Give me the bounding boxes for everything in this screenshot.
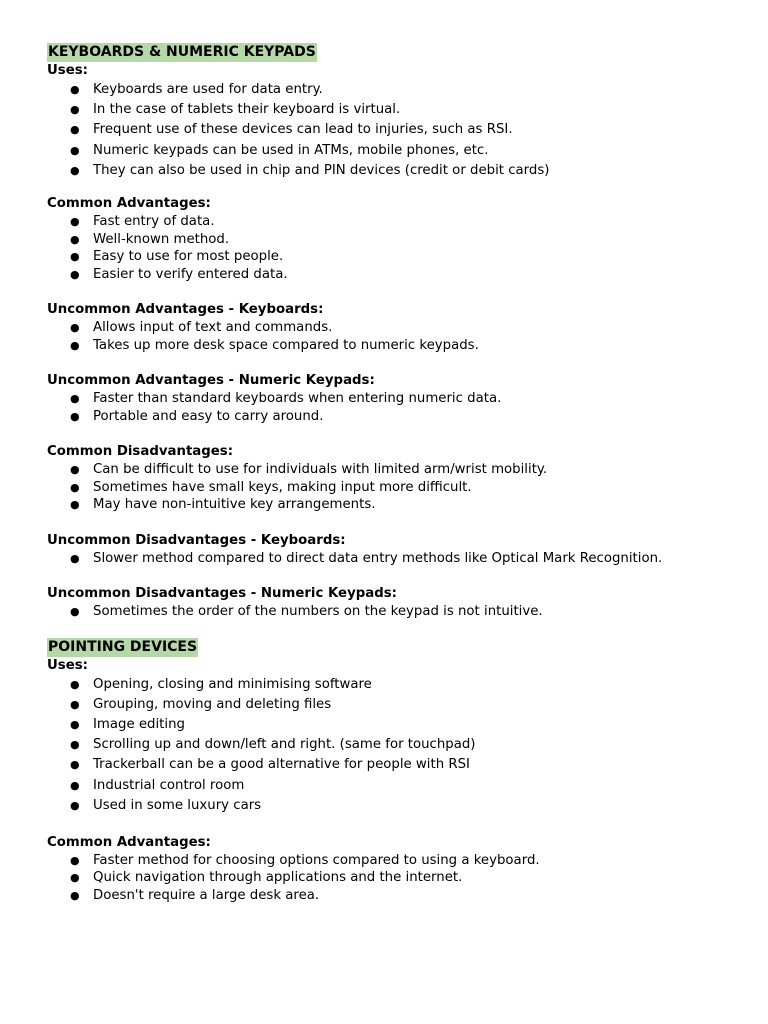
list-item: ● Used in some luxury cars bbox=[47, 796, 737, 816]
group-title: Uncommon Advantages - Numeric Keypads: bbox=[47, 373, 375, 389]
group-list bbox=[47, 603, 737, 621]
group-list bbox=[47, 550, 737, 568]
group-title: Common Advantages: bbox=[47, 834, 211, 850]
document-page bbox=[47, 43, 737, 904]
list-item: ● Faster method for choosing options compared to using a keyboard. bbox=[47, 852, 737, 870]
list-item: ● Allows input of text and commands. bbox=[47, 319, 737, 337]
list-item: ● May have non-intuitive key arrangements. bbox=[47, 496, 737, 514]
list-item: ● Well-known method. bbox=[47, 231, 737, 249]
group-title: Uncommon Disadvantages - Numeric Keypads: bbox=[47, 586, 397, 602]
section-heading: POINTING DEVICES bbox=[48, 638, 198, 655]
list-item: ● Industrial control room bbox=[47, 776, 737, 796]
list-item: ● Opening, closing and minimising software bbox=[47, 675, 737, 695]
list-item: ● Grouping, moving and deleting files bbox=[47, 695, 737, 715]
uses-label: Uses: bbox=[47, 657, 88, 673]
list-item: ● Keyboards are used for data entry. bbox=[47, 80, 737, 100]
list-item: ● They can also be used in chip and PIN devices (credit or debit cards) bbox=[47, 161, 737, 181]
group-list bbox=[47, 461, 737, 514]
list-item: ● Sometimes have small keys, making input more difficult. bbox=[47, 479, 737, 497]
list-item: ● Scrolling up and down/left and right. (same for touchpad) bbox=[47, 735, 737, 755]
list-item: ● Takes up more desk space compared to numeric keypads. bbox=[47, 337, 737, 355]
uses-list bbox=[47, 675, 737, 816]
list-item: ● Slower method compared to direct data entry methods like Optical Mark Recognition. bbox=[47, 550, 737, 568]
list-item: ● Portable and easy to carry around. bbox=[47, 408, 737, 426]
group-title: Uncommon Advantages - Keyboards: bbox=[47, 302, 324, 318]
group-list bbox=[47, 852, 737, 905]
list-item: ● Sometimes the order of the numbers on the keypad is not intuitive. bbox=[47, 603, 737, 621]
list-item: ● Numeric keypads can be used in ATMs, mobile phones, etc. bbox=[47, 141, 737, 161]
list-item: ● Frequent use of these devices can lead to injuries, such as RSI. bbox=[47, 120, 737, 140]
section-heading: KEYBOARDS & NUMERIC KEYPADS bbox=[48, 44, 316, 60]
list-item: ● Easier to verify entered data. bbox=[47, 266, 737, 284]
section-keyboards bbox=[47, 43, 737, 621]
group-list bbox=[47, 319, 737, 354]
list-item: ● Fast entry of data. bbox=[47, 213, 737, 231]
group-title: Common Advantages: bbox=[47, 196, 211, 212]
list-item: ● Quick navigation through applications and the internet. bbox=[47, 869, 737, 887]
group-list bbox=[47, 390, 737, 425]
uses-list bbox=[47, 80, 737, 181]
list-item: ● In the case of tablets their keyboard is virtual. bbox=[47, 100, 737, 120]
group-title: Uncommon Disadvantages - Keyboards: bbox=[47, 532, 346, 548]
list-item: ● Image editing bbox=[47, 715, 737, 735]
list-item: ● Trackerball can be a good alternative for people with RSI bbox=[47, 755, 737, 775]
list-item: ● Doesn't require a large desk area. bbox=[47, 887, 737, 905]
group-title: Common Disadvantages: bbox=[47, 444, 234, 460]
list-item: ● Easy to use for most people. bbox=[47, 248, 737, 266]
list-item: ● Faster than standard keyboards when entering numeric data. bbox=[47, 390, 737, 408]
section-pointing-devices bbox=[47, 638, 737, 905]
group-list bbox=[47, 213, 737, 283]
list-item: ● Can be difficult to use for individuals with limited arm/wrist mobility. bbox=[47, 461, 737, 479]
uses-label: Uses: bbox=[47, 63, 88, 78]
